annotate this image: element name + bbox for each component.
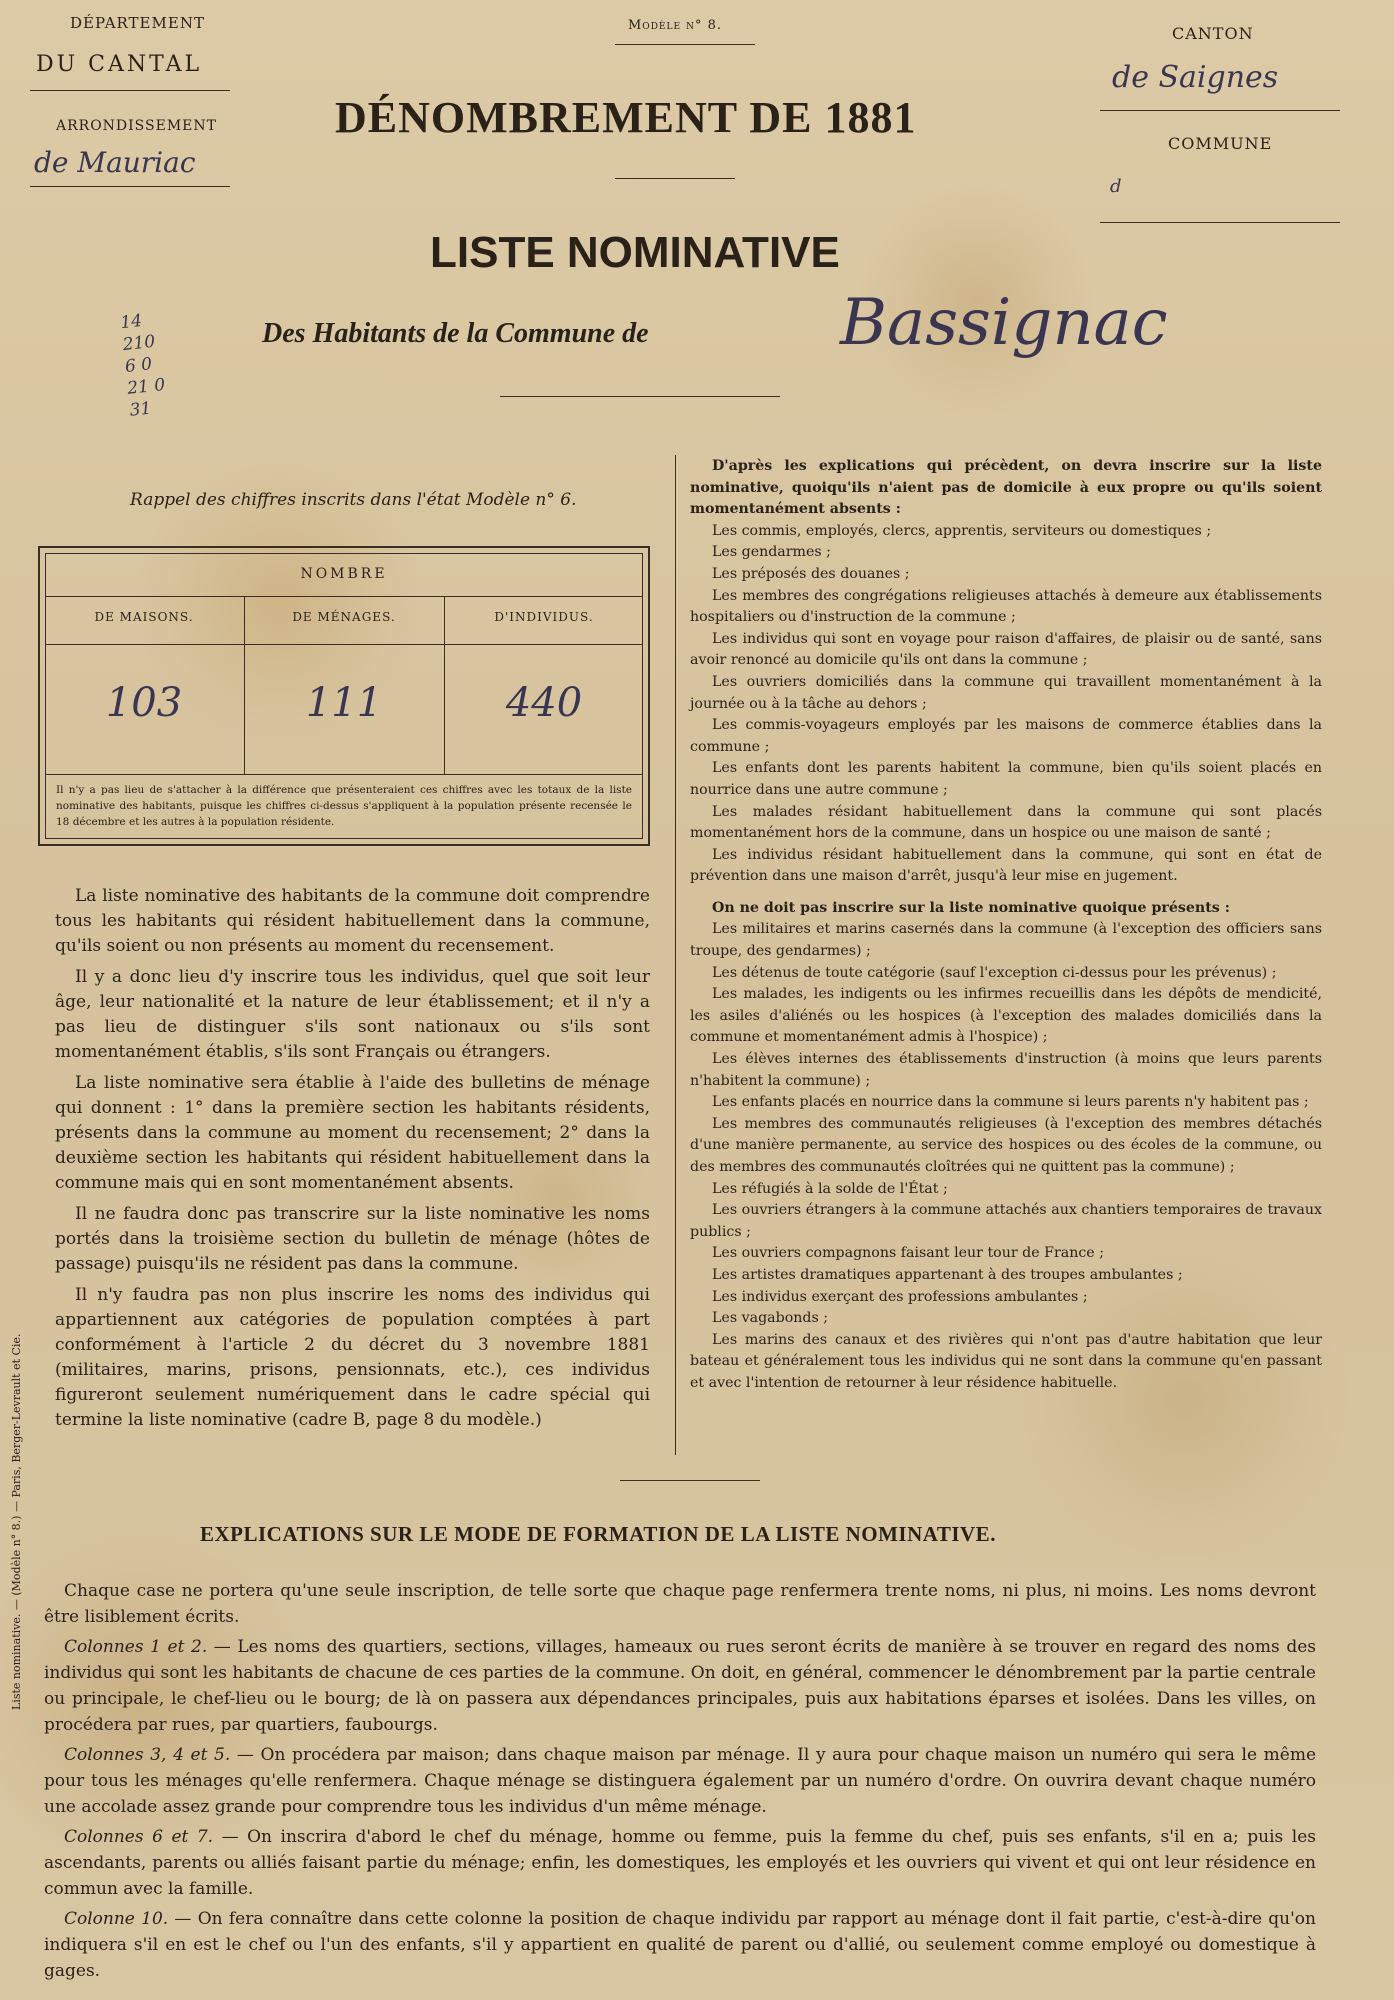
divider [1100, 222, 1340, 223]
value-menages: 111 [305, 680, 383, 726]
document-subtitle: LISTE NOMINATIVE [430, 228, 840, 277]
list-item: Les artistes dramatiques appartenant à des troupes ambulantes ; [712, 1266, 1183, 1283]
section-label: Colonnes 3, 4 et 5. [64, 1745, 231, 1765]
paragraph: Il y a donc lieu d'y inscrire tous les individus, quel que soit leur âge, leur nationalité et la nature de leur établissement; et il n'y a pas lieu de distinguer s'ils sont nationaux ou s'ils sont momentanément établis, s'ils sont Français ou étrangers. [55, 967, 650, 1062]
value-individus: 440 [505, 680, 583, 726]
ornament-divider [500, 396, 780, 397]
divider [30, 186, 230, 187]
main-title: DÉNOMBREMENT DE 1881 [335, 93, 917, 142]
divider [1100, 110, 1340, 111]
list-item: Les détenus de toute catégorie (sauf l'exception ci-dessus pour les prévenus) ; [712, 964, 1277, 981]
table-heading: NOMBRE [300, 566, 388, 582]
paragraph: Chaque case ne portera qu'une seule inscription, de telle sorte que chaque page renfermera trente noms, ni plus, ni moins. Les noms devront être lisiblement écrits. [44, 1581, 1316, 1627]
margin-note: 210 [121, 331, 157, 356]
section-label: Colonnes 1 et 2. [64, 1637, 208, 1657]
explications-body [44, 1578, 1316, 1988]
list-item: Les commis, employés, clercs, apprentis, serviteurs ou domestiques ; [712, 522, 1212, 539]
commune-line-label: Des Habitants de la Commune de [262, 318, 649, 349]
left-instructions [55, 884, 650, 1439]
commune-line-value: Bassignac [840, 286, 1168, 360]
modele-number: Modèle n° 8. [628, 18, 723, 33]
list-item: Les individus exerçant des professions ambulantes ; [712, 1288, 1088, 1305]
margin-note: 14 [119, 311, 144, 334]
paragraph [44, 1824, 1316, 1902]
list-item: Les individus qui sont en voyage pour raison d'affaires, de plaisir ou de santé, sans avoir renoncé au domicile qu'ils ont dans la commune ; [690, 630, 1322, 669]
nombre-table [38, 546, 650, 846]
column-header-maisons: DE MAISONS. [94, 610, 194, 624]
list-item: Les enfants placés en nourrice dans la commune si leurs parents n'y habitent pas ; [712, 1094, 1309, 1111]
paragraph [44, 1742, 1316, 1820]
list-item: Les élèves internes des établissements d'instruction (à moins que leurs parents n'habitent la commune) ; [690, 1051, 1322, 1089]
arrondissement-value: de Mauriac [34, 146, 196, 179]
right-instructions [690, 456, 1322, 1395]
paragraph [44, 1906, 1316, 1984]
divider [30, 90, 230, 91]
column-header-individus: D'INDIVIDUS. [494, 610, 594, 624]
arrondissement-label: ARRONDISSEMENT [56, 118, 217, 134]
list-item: Les gendarmes ; [712, 544, 831, 561]
paragraph: Il n'y faudra pas non plus inscrire les noms des individus qui appartiennent aux catégories de population comptées à part conformément à l'article 2 du décret du 3 novembre 1881 (militaires, marins, prisons, pensionnats, etc.), ces individus figureront seulement numériquement dans le cadre spécial qui termine la liste nominative (cadre B, page 8 du modèle.) [55, 1285, 650, 1430]
list-item: Les militaires et marins casernés dans la commune (à l'exception des officiers sans troupe, des gendarmes) ; [690, 921, 1322, 960]
margin-notes [119, 308, 168, 421]
departement-value: DU CANTAL [36, 52, 203, 77]
canton-label: CANTON [1172, 24, 1254, 43]
table-rule [244, 596, 245, 774]
list-item: Les ouvriers domiciliés dans la commune qui travaillent momentanément à la journée ou à la tâche au dehors ; [690, 673, 1322, 712]
paragraph: La liste nominative sera établie à l'aide des bulletins de ménage qui donnent : 1° dans la première section les habitants résidents, présents dans la commune au moment du recensement; 2° dans la deuxième section les habitants qui résident habituellement dans la commune mais qui en sont momentanément absents. [55, 1073, 650, 1193]
section-text: — Les noms des quartiers, sections, villages, hameaux ou rues seront écrits de manière à se trouver en regard des noms des individus qui sont les habitants de chacune de ces parties de la commune. On doit, en général, commencer le dénombrement par la partie centrale ou principale, le chef-lieu ou le bourg; de là on passera aux dépendances principales, puis aux habitations éparses et isolées. Dans les villes, on procédera par rues, par quartiers, faubourgs. [44, 1637, 1316, 1735]
list-item: Les commis-voyageurs employés par les maisons de commerce établies dans la commune ; [690, 717, 1322, 755]
paragraph: Il ne faudra donc pas transcrire sur la liste nominative les noms portés dans la troisième section du bulletin de ménage (hôtes de passage) puisqu'ils ne résident pas dans la commune. [55, 1204, 650, 1274]
list-item: Les vagabonds ; [712, 1310, 829, 1327]
list-item: Les marins des canaux et des rivières qui n'ont pas d'autre habitation que leur bateau et généralement tous les individus qui ne sont dans la commune qu'en passant et avec l'intention de retourner à leur résidence habituelle. [690, 1331, 1322, 1391]
list-item: Les malades, les indigents ou les infirmes recueillis dans les dépôts de mendicité, les asiles d'aliénés ou les hospices (à l'exception des malades domiciliés dans la commune et momentanément admis à l'hospice) ; [690, 986, 1322, 1046]
paragraph [44, 1634, 1316, 1738]
list-item: Les enfants dont les parents habitent la commune, bien qu'ils soient placés en nourrice dans une autre commune ; [690, 760, 1322, 798]
column-divider [675, 455, 676, 1455]
margin-note: 31 [128, 398, 153, 421]
list-item: Les malades résidant habituellement dans la commune qui sont placés momentanément hors de la commune, dans un hospice ou une maison de santé ; [690, 803, 1322, 842]
canton-value: de Saignes [1112, 60, 1279, 95]
table-rule [46, 774, 642, 775]
commune-label: COMMUNE [1168, 134, 1273, 153]
paragraph: La liste nominative des habitants de la commune doit comprendre tous les habitants qui résident habituellement dans la commune, qu'ils soient ou non présents au moment du recensement. [55, 886, 650, 956]
explications-title: EXPLICATIONS SUR LE MODE DE FORMATION DE LA LISTE NOMINATIVE. [200, 1522, 996, 1546]
lead-paragraph: D'après les explications qui précèdent, on devra inscrire sur la liste nominative, quoiqu'ils n'aient pas de domicile à eux propre ou qu'ils soient momentanément absents : [690, 458, 1322, 518]
list-item: Les préposés des douanes ; [712, 565, 910, 582]
value-maisons: 103 [105, 680, 183, 726]
divider [615, 44, 755, 45]
rappel-caption: Rappel des chiffres inscrits dans l'état Modèle n° 6. [130, 490, 577, 510]
list-item: Les membres des communautés religieuses (à l'exception des membres détachés d'une manière permanente, au service des hospices ou des écoles de la commune, ou des membres des communautés cloîtrées qui ne quittent pas la commune) ; [690, 1115, 1322, 1175]
section-text: — On procédera par maison; dans chaque maison par ménage. Il y aura pour chaque maison un numéro qui sera le même pour tous les ménages qu'elle renfermera. Chaque ménage se distinguera également par un numéro d'ordre. On ouvrira devant chaque numéro une accolade assez grande pour comprendre tous les individus d'un même ménage. [44, 1745, 1317, 1817]
divider [615, 178, 735, 179]
section-text: — On inscrira d'abord le chef du ménage, homme ou femme, puis la femme du chef, puis ses enfants, s'il en a; puis les ascendants, parents ou alliés faisant partie du ménage; enfin, les domestiques, les employés et les ouvriers qui vivent et qui ont leur résidence en commun avec la famille. [44, 1827, 1316, 1899]
ornament-divider [620, 1480, 760, 1481]
table-rule [46, 644, 642, 645]
column-header-menages: DE MÉNAGES. [292, 610, 396, 624]
section-label: Colonne 10. [64, 1909, 169, 1929]
list-item: Les individus résidant habituellement dans la commune, qui sont en état de prévention dans une maison d'arrêt, jusqu'à leur mise en jugement. [690, 846, 1322, 885]
section-text: — On fera connaître dans cette colonne la position de chaque individu par rapport au ménage dont il fait partie, c'est-à-dire qu'on indiquera s'il en est le chef ou l'un des enfants, s'il y appartient en qualité de parent ou d'allié, ou seulement comme employé ou domestique à gages. [44, 1909, 1316, 1981]
lead-paragraph: On ne doit pas inscrire sur la liste nominative quoique présents : [712, 899, 1230, 916]
printer-imprint: Liste nominative. — (Modèle n° 8.) — Paris, Berger-Levrault et Cie. [10, 1333, 23, 1710]
list-item: Les ouvriers compagnons faisant leur tour de France ; [712, 1245, 1104, 1262]
list-item: Les membres des congrégations religieuses attachés à demeure aux établissements hospitaliers ou d'instruction de la commune ; [690, 587, 1322, 626]
list-item: Les réfugiés à la solde de l'État ; [712, 1180, 948, 1197]
table-rule [46, 596, 642, 597]
table-note: Il n'y a pas lieu de s'attacher à la différence que présenteraient ces chiffres avec les totaux de la liste nominative des habitants, puisque les chiffres ci-dessus s'appliquent à la population présente recensée le 18 décembre et les autres à la population résidente. [56, 784, 632, 828]
section-label: Colonnes 6 et 7. [64, 1827, 214, 1847]
list-item: Les ouvriers étrangers à la commune attachés aux chantiers temporaires de travaux publics ; [690, 1202, 1322, 1240]
table-rule [444, 596, 445, 774]
margin-note: 6 0 [124, 354, 154, 377]
margin-note: 21 0 [126, 374, 167, 399]
departement-label: DÉPARTEMENT [70, 14, 205, 32]
commune-value: d [1110, 176, 1122, 197]
